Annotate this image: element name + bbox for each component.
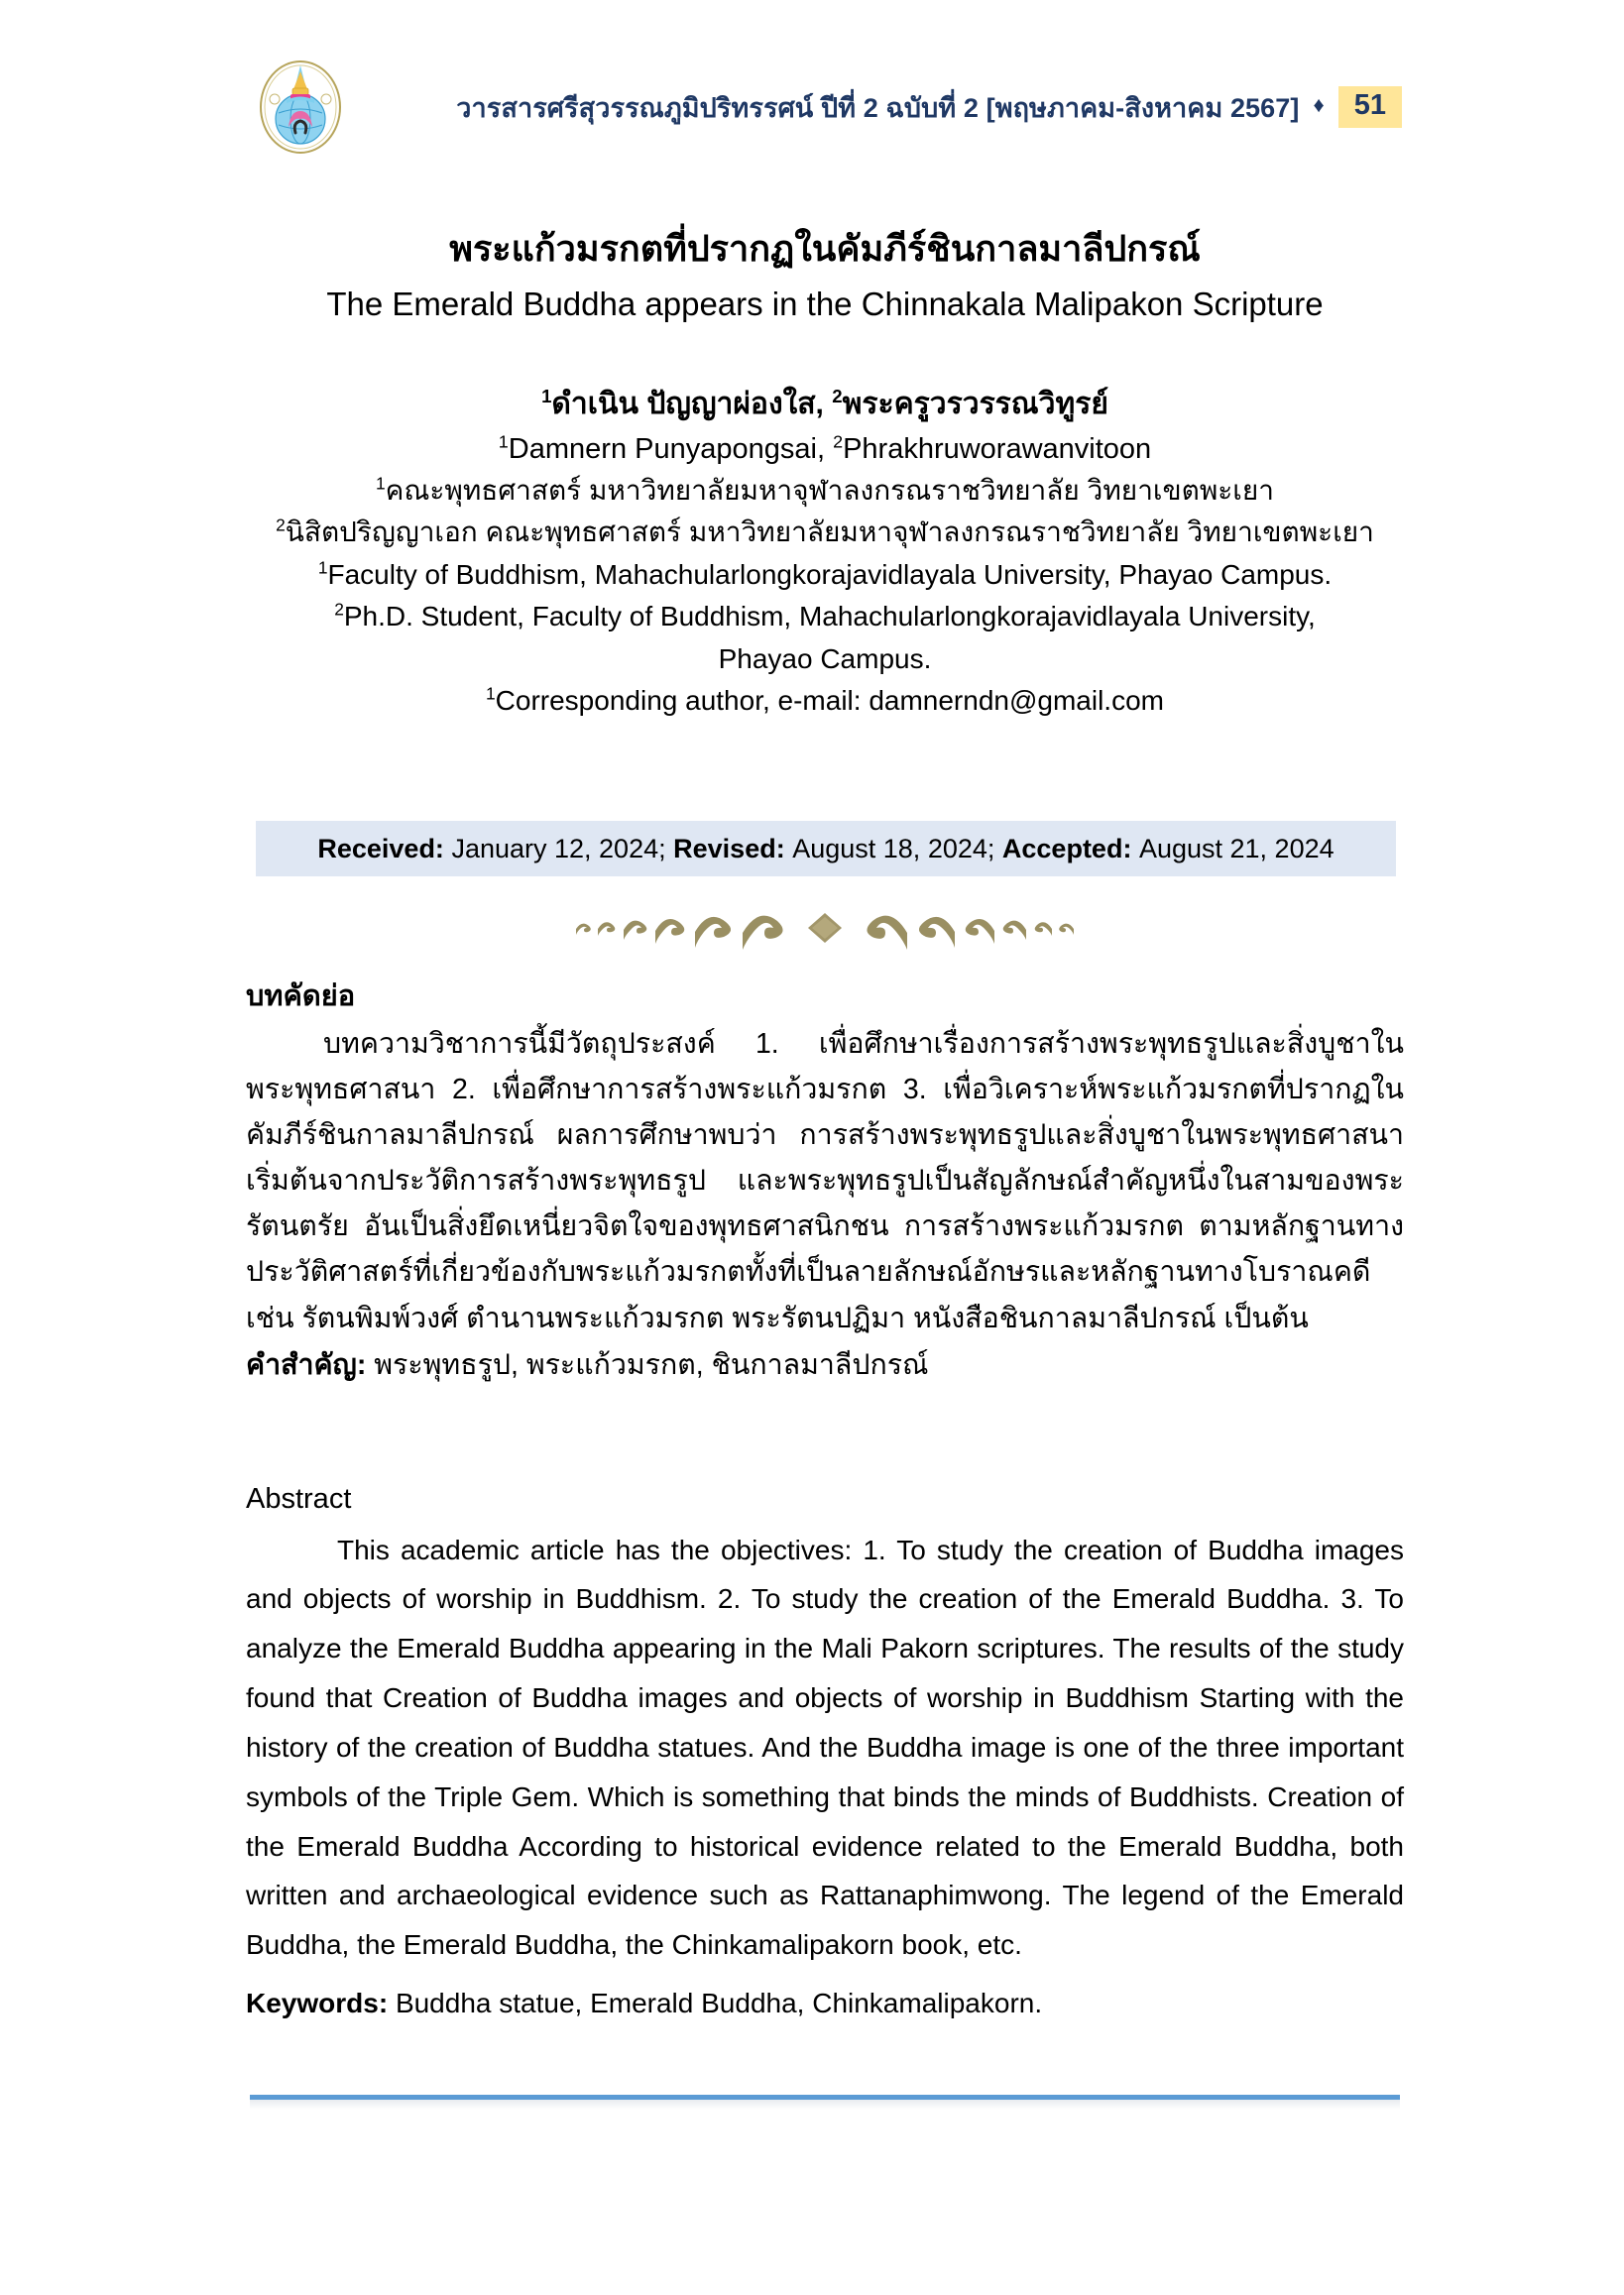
keywords-english-line [246, 1980, 1404, 2027]
author-marker-2: 2 [832, 386, 843, 406]
keywords-thai-line [246, 1343, 1404, 1389]
article-title-english: The Emerald Buddha appears in the Chinnakala Malipakon Scripture [326, 286, 1324, 322]
running-head-right [355, 86, 1404, 129]
author-block [246, 383, 1404, 723]
author-name-english-2: Phrakhruworawanvitoon [843, 432, 1152, 465]
running-head [246, 52, 1404, 163]
affiliation-marker-1: 1 [375, 473, 386, 494]
author-marker-2-en: 2 [833, 430, 844, 451]
keywords-english-label: Keywords: [246, 1988, 389, 2019]
abstract-thai-body: บทความวิชาการนี้มีวัตถุประสงค์ 1. เพื่อศึกษาเรื่องการสร้างพระพุทธรูปและสิ่งบูชาในพระพุทธศาสนา 2. เพื่อศึกษาการสร้างพระแก้วมรกต 3. เพื่อวิเคราะห์พระแก้วมรกตที่ปรากฏในคัมภีร์ชินกาลมาลีปกรณ์ ผลการศึกษาพบว่า การสร้างพระพุทธรูปและสิ่งบูชาในพระพุทธศาสนา เริ่มต้นจากประวัติการสร้างพระพุทธรูป และพระพุทธรูปเป็นสัญลักษณ์สำคัญหนึ่งในสามของพระรัตนตรัย อันเป็นสิ่งยึดเหนี่ยวจิตใจของพุทธศาสนิกชน การสร้างพระแก้วมรกต ตามหลักฐานทางประวัติศาสตร์ที่เกี่ยวข้องกับพระแก้วมรกตทั้งที่เป็นลายลักษณ์อักษรและหลักฐานทางโบราณคดี เช่น รัตนพิมพ์วงศ์ ตำนานพระแก้วมรกต พระรัตนปฏิมา หนังสือชินกาลมาลีปกรณ์ เป็นต้น [246, 1027, 1404, 1334]
footer-rule-shadow [250, 2100, 1400, 2110]
abstract-english-section [246, 1479, 1404, 2027]
author-name-thai-1: ดำเนิน ปัญญาผ่องใส, [551, 388, 824, 420]
page-number-badge: 51 [1338, 86, 1402, 128]
article-title-thai: พระแก้วมรกตที่ปรากฏในคัมภีร์ชินกาลมาลีปกรณ์ [449, 228, 1201, 269]
affiliation-marker-1-en: 1 [317, 557, 328, 578]
affiliation-thai-2 [246, 512, 1404, 554]
affiliation-english-2 [246, 596, 1404, 638]
affiliation-thai-2-text: นิสิตปริญญาเอก คณะพุทธศาสตร์ มหาวิทยาลัยมหาจุฬาลงกรณราชวิทยาลัย วิทยาเขตพะเยา [285, 516, 1374, 548]
affiliation-english-1-text: Faculty of Buddhism, Mahachularlongkorajavidlayala University, Phayao Campus. [327, 558, 1333, 590]
abstract-english-body: This academic article has the objectives: 1. To study the creation of Buddha images and objects of worship in Buddhism. 2. To study the creation of the Emerald Buddha. 3. To analyze the Emerald Buddha appearing in the Mali Pakorn scriptures. The results of the study found that Creation of Buddha images and objects of worship in Buddhism Starting with the history of the creation of Buddha statues. And the Buddha image is one of the three important symbols of the Triple Gem. Which is something that binds the minds of Buddhists. Creation of the Emerald Buddha According to historical evidence related to the Emerald Buddha, both written and archaeological evidence such as Rattanaphimwong. The legend of the Emerald Buddha, the Emerald Buddha, the Chinkamalipakorn book, etc. [246, 1534, 1404, 1961]
revised-value: August 18, 2024; [792, 833, 995, 863]
submission-dates-bar [256, 821, 1396, 876]
accepted-value: August 21, 2024 [1138, 833, 1334, 863]
university-seal-logo [246, 53, 355, 162]
affiliation-thai-1 [246, 470, 1404, 513]
ornamental-divider [246, 897, 1404, 957]
abstract-thai-section [246, 976, 1404, 1388]
author-marker-1: 1 [541, 386, 552, 406]
revised-label: Revised: [673, 833, 785, 863]
author-marker-1-en: 1 [498, 430, 509, 451]
affiliation-english-2-cont: Phayao Campus. [718, 642, 932, 674]
author-names-thai [246, 383, 1404, 426]
author-name-english-1: Damnern Punyapongsai, [508, 432, 825, 465]
keywords-english-value: Buddha statue, Emerald Buddha, Chinkamalipakorn. [395, 1988, 1043, 2019]
diamond-separator-icon: ♦ [1313, 92, 1325, 117]
received-value: January 12, 2024; [451, 833, 666, 863]
accepted-label: Accepted: [1001, 833, 1132, 863]
keywords-thai-value: พระพุทธรูป, พระแก้วมรกต, ชินกาลมาลีปกรณ์ [374, 1348, 929, 1381]
affiliation-english-1 [246, 554, 1404, 597]
abstract-english-heading: Abstract [246, 1483, 352, 1515]
journal-issue-line: วารสารศรีสุวรรณภูมิปริทรรศน์ ปีที่ 2 ฉบับที่ 2 [พฤษภาคม-สิงหาคม 2567] [456, 92, 1300, 123]
corresponding-marker: 1 [486, 683, 496, 704]
affiliation-english-2-text: Ph.D. Student, Faculty of Buddhism, Mahachularlongkorajavidlayala University, [343, 601, 1316, 632]
author-names-english [246, 428, 1404, 470]
seal-icon [249, 56, 352, 159]
author-name-thai-2: พระครูวรวรรณวิทูรย์ [842, 388, 1108, 420]
corresponding-author-line [246, 680, 1404, 723]
affiliation-marker-2-en: 2 [334, 599, 344, 620]
kranok-divider-icon [562, 901, 1088, 953]
corresponding-author-text: Corresponding author, e-mail: damnerndn@gmail.com [495, 685, 1164, 717]
received-label: Received: [317, 833, 444, 863]
affiliation-thai-1-text: คณะพุทธศาสตร์ มหาวิทยาลัยมหาจุฬาลงกรณราชวิทยาลัย วิทยาเขตพะเยา [385, 474, 1275, 506]
keywords-thai-label: คำสำคัญ: [246, 1348, 367, 1381]
abstract-thai-heading: บทคัดย่อ [246, 980, 356, 1012]
affiliation-marker-2: 2 [276, 515, 286, 535]
